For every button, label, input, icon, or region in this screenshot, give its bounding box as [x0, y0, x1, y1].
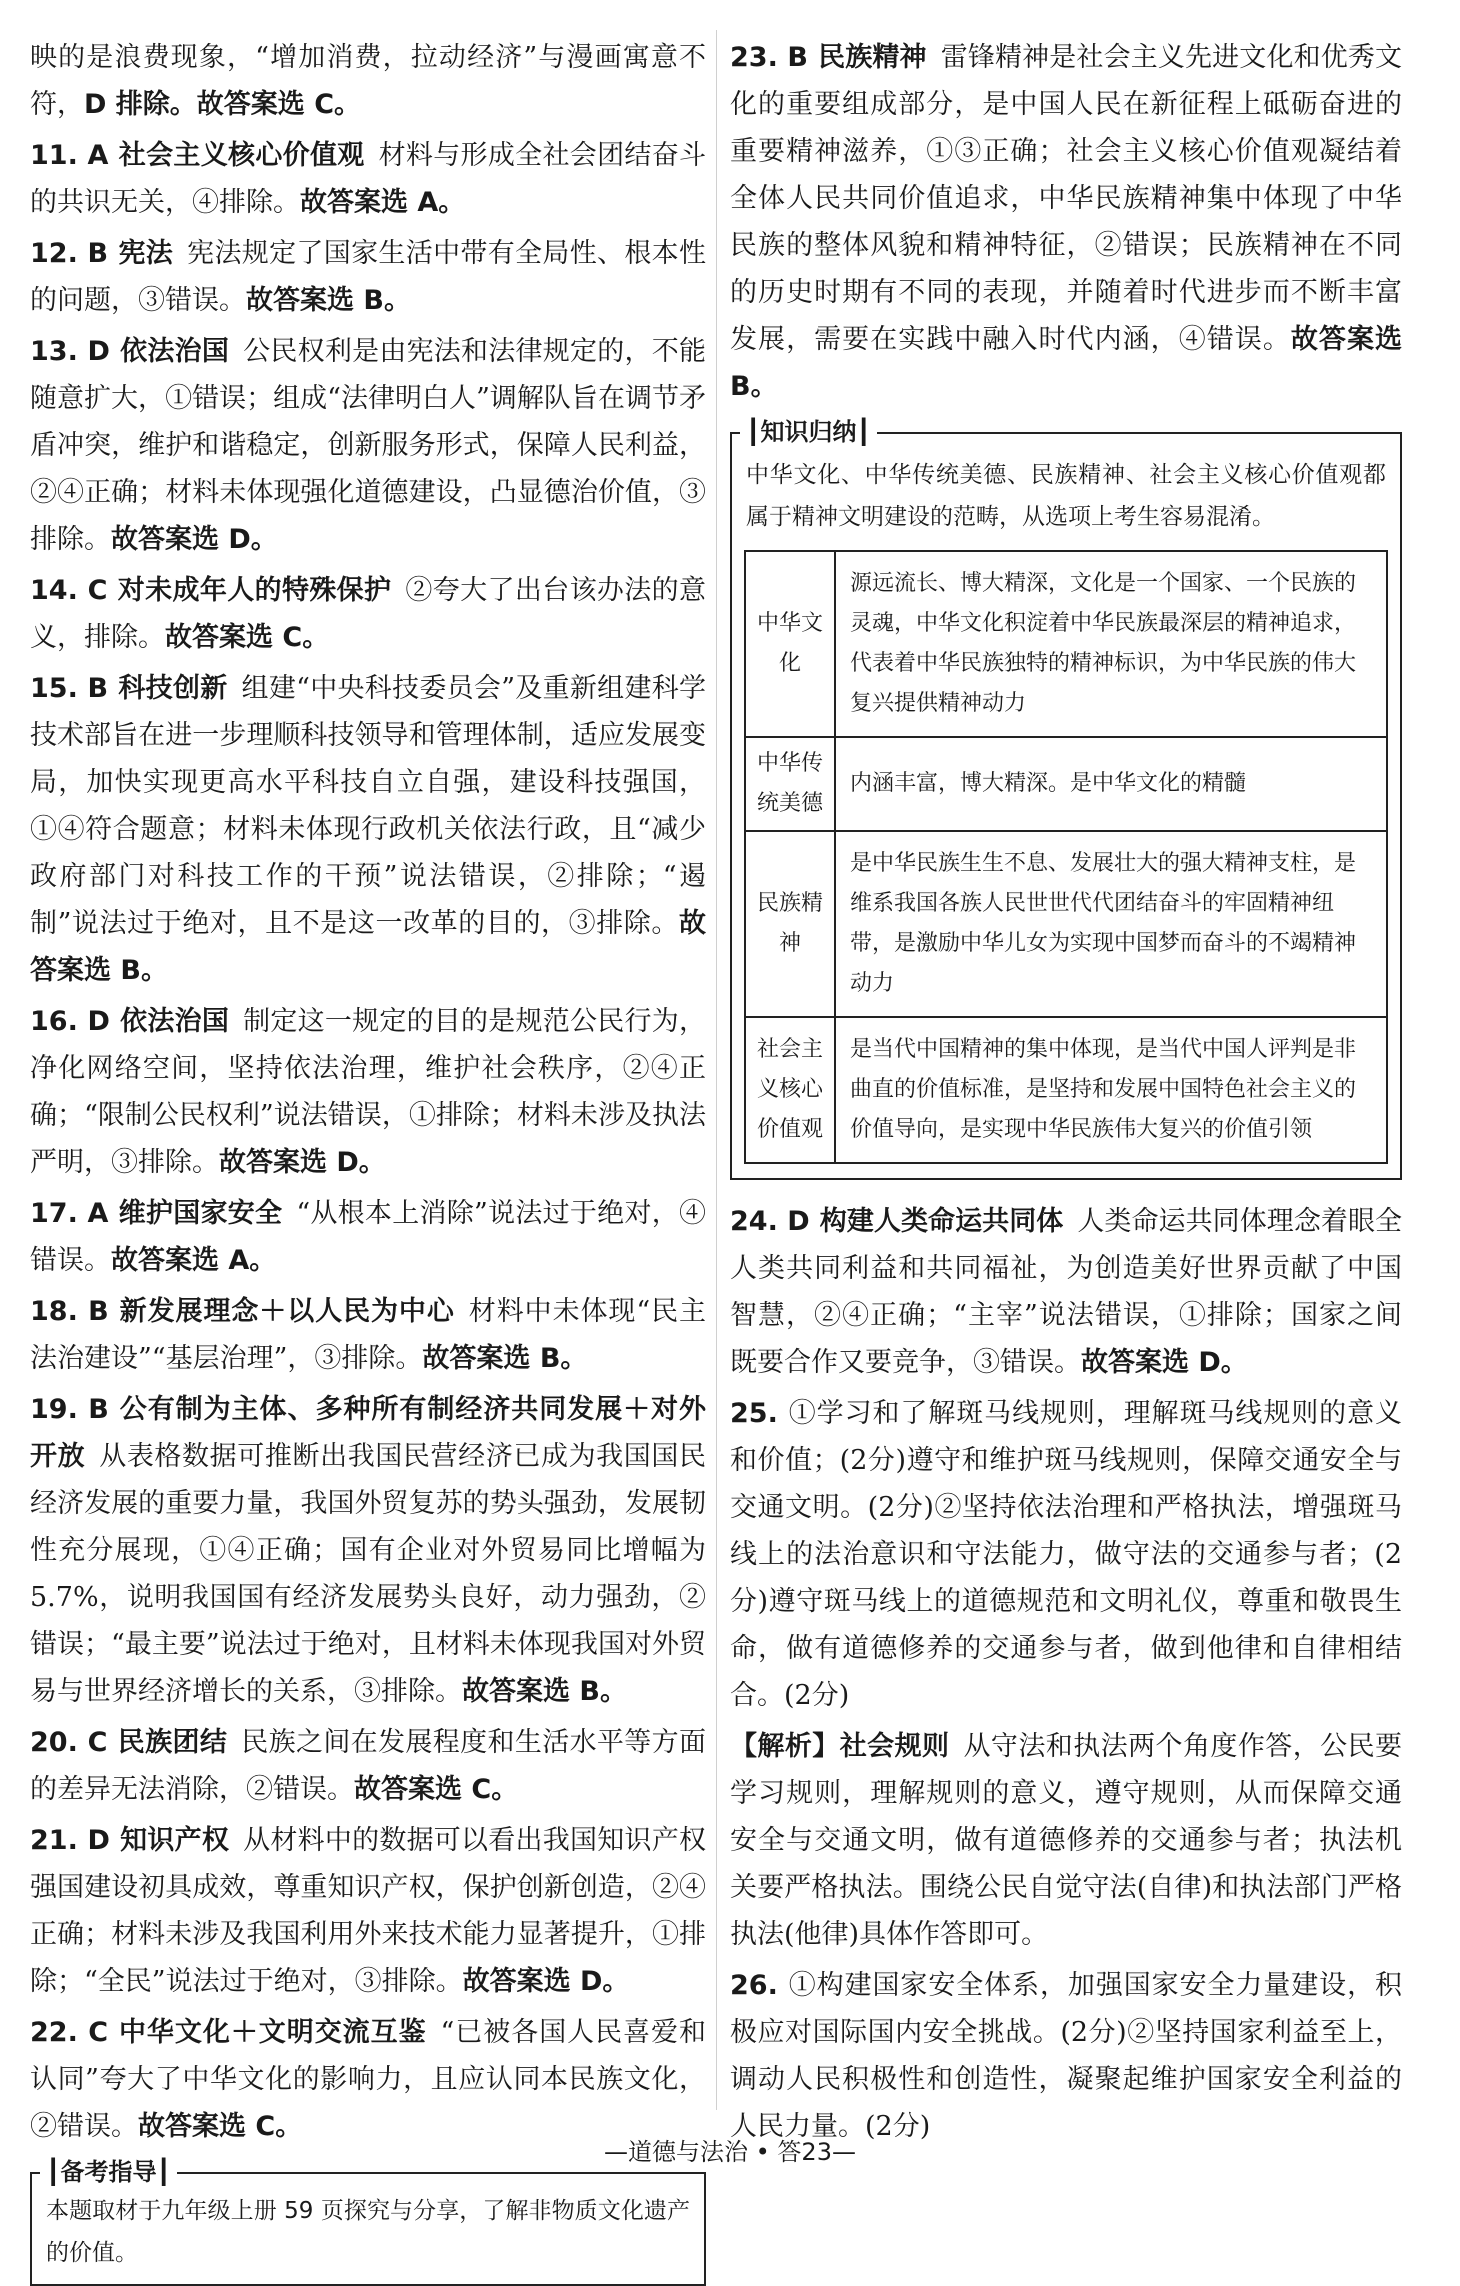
answer-item — [30, 1817, 706, 2005]
answer-conclusion: 故答案选 A。 — [111, 1245, 277, 1276]
answer-item — [30, 34, 706, 128]
answer-item — [30, 998, 706, 1186]
topic-tag: 科技创新 — [118, 673, 228, 704]
row-content: 内涵丰富，博大精深。是中华文化的精髓 — [835, 737, 1387, 831]
knowledge-summary-title: ┃ 知识归纳 ┃ — [740, 418, 877, 446]
answer-conclusion: 故答案选 D。 — [111, 524, 278, 555]
question-number: 21. D — [30, 1825, 110, 1856]
answer-item — [30, 1386, 706, 1715]
topic-tag: 公有制为主体、多种所有制经济共同发展＋对外开放 — [30, 1394, 707, 1472]
topic-tag: 宪法 — [118, 238, 174, 269]
table-row — [745, 551, 1387, 737]
answer-item — [730, 1198, 1402, 1386]
answer-item — [730, 34, 1402, 410]
explanation-text: 从表格数据可推断出我国民营经济已成为我国国民经济发展的重要力量，我国外贸复苏的势头强劲，发展韧性充分展现，①④正确；国有企业对外贸易同比增幅为 5.7%，说明我国国有经济发展势头良好，动力强劲，②错误；“最主要”说法过于绝对，且材料未体现我国对外贸易与世界经济增长的关系，③排除。 — [30, 1441, 707, 1707]
explanation-text: 民族之间在发展程度和生活水平等方面的差异无法消除，②错误。 — [30, 1727, 707, 1805]
topic-tag: 民族精神 — [817, 42, 927, 73]
row-heading: 社会主义核心价值观 — [745, 1017, 835, 1163]
topic-tag: 构建人类命运共同体 — [819, 1206, 1064, 1237]
row-content: 是当代中国精神的集中体现，是当代中国人评判是非曲直的价值标准，是坚持和发展中国特色社会主义的价值导向，是实现中华民族伟大复兴的价值引领 — [835, 1017, 1387, 1163]
explanation-text: 公民权利是由宪法和法律规定的，不能随意扩大，①错误；组成“法律明白人”调解队旨在调节矛盾冲突，维护和谐稳定，创新服务形式，保障人民利益，②④正确；材料未体现强化道德建设，凸显德治价值，③排除。 — [30, 336, 706, 555]
explanation-text: 宪法规定了国家生活中带有全局性、根本性的问题，③错误。 — [30, 238, 707, 316]
explanation-text: “从根本上消除”说法过于绝对，④错误。 — [30, 1198, 706, 1276]
answer-conclusion: 故答案选 B。 — [30, 908, 706, 986]
row-heading: 中华传统美德 — [745, 737, 835, 831]
explanation-text: 人类命运共同体理念着眼全人类共同利益和共同福祉，为创造美好世界贡献了中国智慧，②④正确；“主宰”说法错误，①排除；国家之间既要合作又要竞争，③错误。 — [730, 1206, 1403, 1378]
explanation-text: 材料与形成全社会团结奋斗的共识无关，④排除。 — [30, 140, 707, 218]
answer-conclusion: 故答案选 D。 — [1081, 1347, 1248, 1378]
explanation-text: “已被各国人民喜爱和认同”夸大了中华文化的影响力，且应认同本民族文化，②错误。 — [30, 2017, 706, 2142]
question-number: 20. C — [30, 1727, 108, 1758]
explanation-text: 组建“中央科技委员会”及重新组建科学技术部旨在进一步理顺科技领导和管理体制，适应发展变局，加快实现更高水平科技自立自强，建设科技强国，①④符合题意；材料未体现行政机关依法行政，且“减少政府部门对科技工作的干预”说法错误，②排除；“遏制”说法过于绝对，且不是这一改革的目的，③排除。 — [30, 673, 707, 939]
knowledge-summary-box — [730, 418, 1402, 1180]
answer-conclusion: 故答案选 B。 — [422, 1343, 588, 1374]
question-number: 17. A — [30, 1198, 109, 1229]
question-number: 22. C — [30, 2017, 109, 2048]
answer-conclusion: D 排除。故答案选 C。 — [84, 89, 362, 120]
answer-item — [30, 665, 706, 994]
explanation-text: 映的是浪费现象，“增加消费，拉动经济”与漫画寓意不符， — [30, 42, 706, 120]
topic-tag: 社会主义核心价值观 — [118, 140, 365, 171]
topic-tag: 民族团结 — [117, 1727, 228, 1758]
table-row — [745, 831, 1387, 1017]
explanation-text: ②夸大了出台该办法的意义，排除。 — [30, 575, 707, 653]
row-content: 是中华民族生生不息、发展壮大的强大精神支柱，是维系我国各族人民世世代代团结奋斗的牢固精神纽带，是激励中华儿女为实现中国梦而奋斗的不竭精神动力 — [835, 831, 1387, 1017]
answer-item — [730, 1390, 1402, 1719]
answer-item — [30, 2009, 706, 2150]
right-column — [730, 34, 1402, 2154]
question-number: 24. D — [730, 1206, 810, 1237]
explanation-text: 材料中未体现“民主法治建设”“基层治理”，③排除。 — [30, 1296, 707, 1374]
topic-tag: 维护国家安全 — [118, 1198, 283, 1229]
answer-item — [30, 230, 706, 324]
prep-guide-text: 本题取材于九年级上册 59 页探究与分享，了解非物质文化遗产的价值。 — [46, 2198, 690, 2266]
question-number: 26. — [730, 1970, 778, 2001]
question-number: 15. B — [30, 673, 109, 704]
question-number: 18. B — [30, 1296, 109, 1327]
question-number: 16. D — [30, 1006, 110, 1037]
page-footer: —道德与法治 • 答23— — [604, 2138, 856, 2166]
answer-item — [730, 1723, 1402, 1958]
prep-guide-title: ┃ 备考指导 ┃ — [40, 2158, 177, 2186]
knowledge-summary-intro: 中华文化、中华传统美德、民族精神、社会主义核心价值观都属于精神文明建设的范畴，从选项上考生容易混淆。 — [746, 462, 1386, 530]
answer-item — [730, 1962, 1402, 2150]
topic-tag: 依法治国 — [119, 336, 230, 367]
answer-conclusion: 故答案选 D。 — [462, 1966, 630, 1997]
answer-conclusion: 故答案选 C。 — [354, 1774, 519, 1805]
question-number: 23. B — [730, 42, 808, 73]
explanation-text: 从材料中的数据可以看出我国知识产权强国建设初具成效，尊重知识产权，保护创新创造，②④正确；材料未涉及我国利用外来技术能力显著提升，①排除；“全民”说法过于绝对，③排除。 — [30, 1825, 706, 1997]
row-heading: 民族精神 — [745, 831, 835, 1017]
answer-conclusion: 故答案选 B。 — [462, 1676, 627, 1707]
question-number: 12. B — [30, 238, 109, 269]
answer-item — [30, 1190, 706, 1284]
answer-conclusion: 故答案选 C。 — [138, 2111, 303, 2142]
row-heading: 中华文化 — [745, 551, 835, 737]
answer-item — [30, 328, 706, 563]
answer-item — [30, 567, 706, 661]
row-content: 源远流长、博大精深，文化是一个国家、一个民族的灵魂，中华文化积淀着中华民族最深层的精神追求，代表着中华民族独特的精神标识，为中华民族的伟大复兴提供精神动力 — [835, 551, 1387, 737]
answer-conclusion: 故答案选 B。 — [730, 324, 1403, 402]
question-number: 13. D — [30, 336, 110, 367]
explanation-text: 制定这一规定的目的是规范公民行为，净化网络空间，坚持依法治理，维护社会秩序，②④正确；“限制公民权利”说法错误，①排除；材料未涉及执法严明，③排除。 — [30, 1006, 706, 1178]
answer-conclusion: 故答案选 D。 — [219, 1147, 386, 1178]
topic-tag: 中华文化＋文明交流互鉴 — [118, 2017, 427, 2048]
topic-tag: 对未成年人的特殊保护 — [117, 575, 392, 606]
answer-conclusion: 故答案选 B。 — [246, 285, 411, 316]
table-row — [745, 737, 1387, 831]
explanation-text: ①学习和了解斑马线规则，理解斑马线规则的意义和价值；(2分)遵守和维护斑马线规则，保障交通安全与交通文明。(2分)②坚持依法治理和严格执法，增强斑马线上的法治意识和守法能力，做守法的交通参与者；(2分)遵守斑马线上的道德规范和文明礼仪，尊重和敬畏生命，做有道德修养的交通参与者，做到他律和自律相结合。(2分) — [730, 1398, 1402, 1711]
column-divider — [716, 30, 717, 2110]
question-number: 14. C — [30, 575, 108, 606]
question-number: 25. — [730, 1398, 778, 1429]
answer-item — [30, 1288, 706, 1382]
answer-conclusion: 故答案选 A。 — [300, 187, 466, 218]
topic-tag: 知识产权 — [119, 1825, 230, 1856]
table-row — [745, 1017, 1387, 1163]
prep-guide-box — [30, 2158, 706, 2286]
answer-item — [30, 1719, 706, 1813]
topic-tag: 新发展理念＋以人民为中心 — [118, 1296, 455, 1327]
topic-tag: 依法治国 — [119, 1006, 230, 1037]
question-number: 19. B — [30, 1394, 109, 1425]
explanation-text: 雷锋精神是社会主义先进文化和优秀文化的重要组成部分，是中国人民在新征程上砥砺奋进的重要精神滋养，①③正确；社会主义核心价值观凝结着全体人民共同价值追求，中华民族精神集中体现了中华民族的整体风貌和精神特征，②错误；民族精神在不同的历史时期有不同的表现，并随着时代进步而不断丰富发展，需要在实践中融入时代内涵，④错误。 — [730, 42, 1403, 355]
knowledge-table — [744, 550, 1388, 1164]
answer-item — [30, 132, 706, 226]
topic-tag: 【解析】社会规则 — [730, 1731, 950, 1762]
question-number: 11. A — [30, 140, 109, 171]
answer-conclusion: 故答案选 C。 — [165, 622, 330, 653]
explanation-text: 从守法和执法两个角度作答，公民要学习规则，理解规则的意义，遵守规则，从而保障交通安全与交通文明，做有道德修养的交通参与者；执法机关要严格执法。围绕公民自觉守法(自律)和执法部门严格执法(他律)具体作答即可。 — [730, 1731, 1403, 1950]
explanation-text: ①构建国家安全体系，加强国家安全力量建设，积极应对国际国内安全挑战。(2分)②坚持国家利益至上，调动人民积极性和创造性，凝聚起维护国家安全利益的人民力量。(2分) — [730, 1970, 1402, 2142]
left-column — [30, 34, 706, 2286]
